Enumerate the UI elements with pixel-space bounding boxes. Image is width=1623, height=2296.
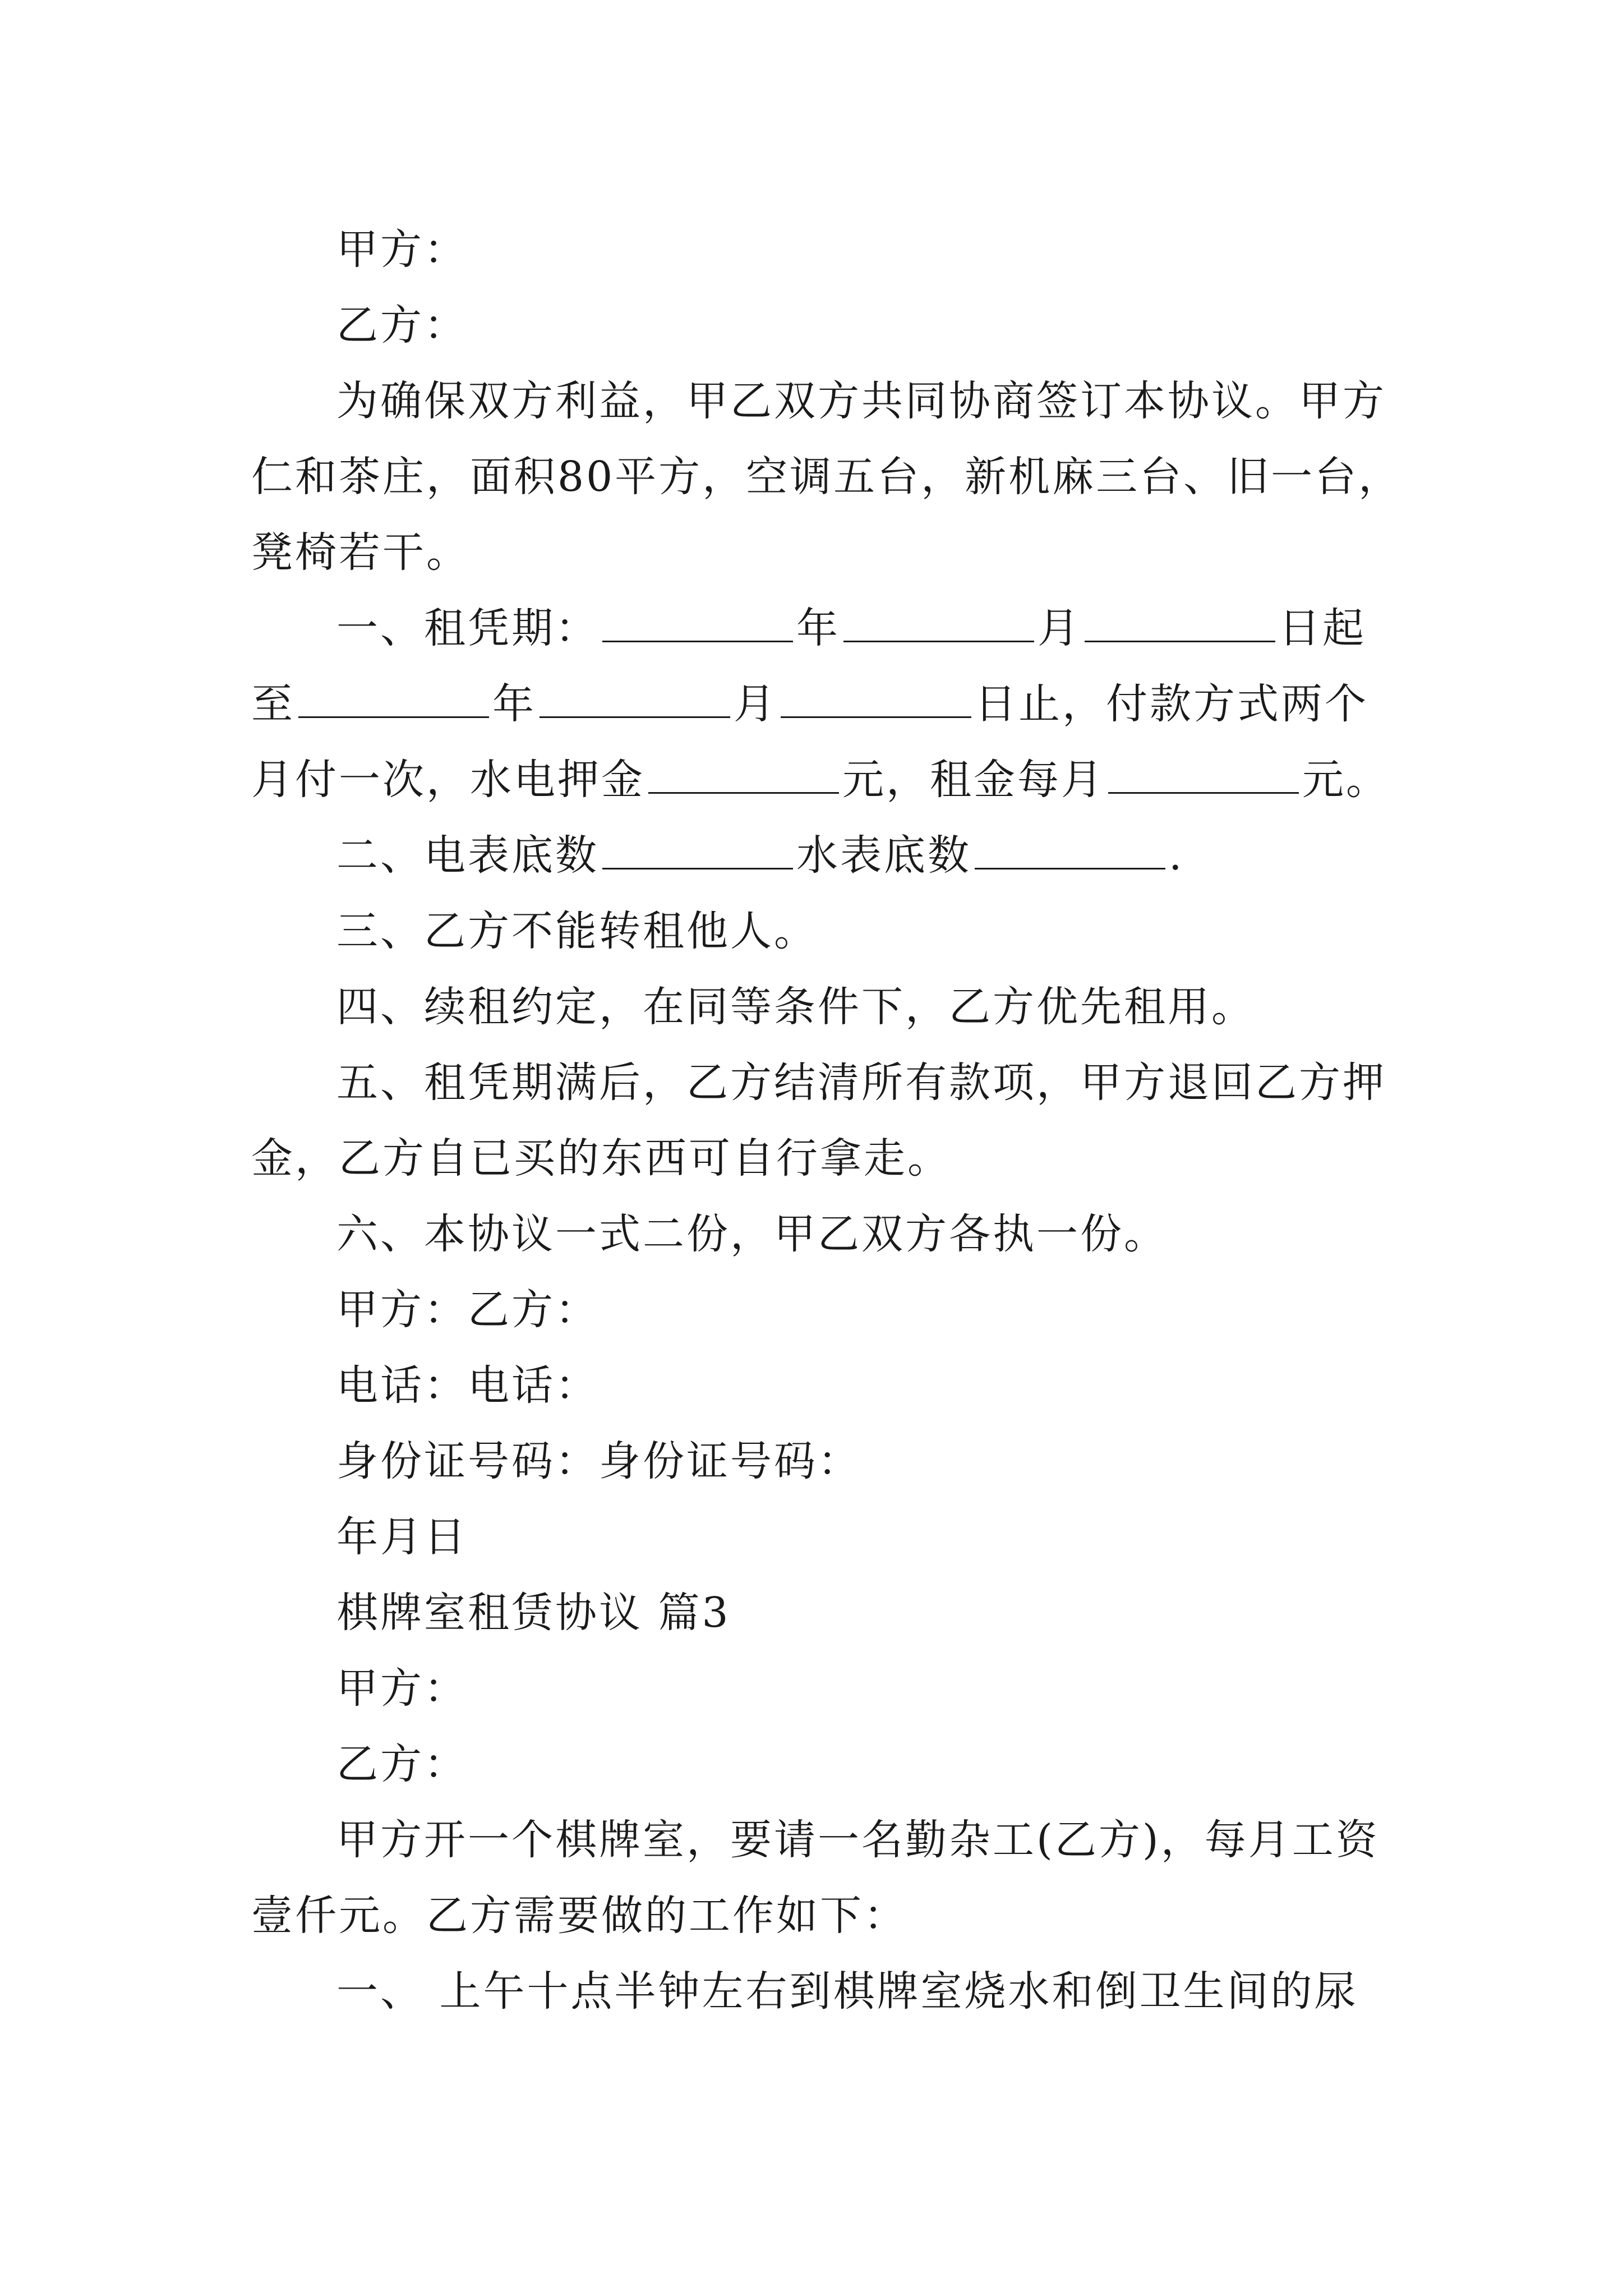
clause-6: 六、本协议一式二份，甲乙双方各执一份。 (336, 1210, 1168, 1258)
intro-paragraph-line: 壹仟元。乙方需要做的工作如下： (251, 1892, 907, 1940)
clause-1-line-2 (251, 666, 1390, 742)
clause-text: 二、电表底数 (336, 831, 599, 880)
intro-paragraph-line: 凳椅若干。 (251, 528, 470, 577)
fill-blank (1108, 758, 1299, 794)
work-item-1: 一、 上午十点半钟左右到棋牌室烧水和倒卫生间的尿 (336, 1967, 1358, 2016)
clause-text: 年 (492, 680, 536, 728)
clause-5-line-1: 五、租凭期满后，乙方结清所有款项，甲方退回乙方押 (336, 1059, 1386, 1107)
fill-blank (602, 834, 793, 869)
party-a-label: 甲方： (336, 226, 468, 274)
fill-blank (540, 683, 730, 718)
clause-text: 月 (1038, 604, 1081, 652)
document-body (251, 212, 1403, 2030)
fill-blank (648, 758, 839, 794)
fill-blank (975, 834, 1165, 869)
clause-4: 四、续租约定，在同等条件下，乙方优先租用。 (336, 983, 1255, 1031)
intro-paragraph-line: 甲方开一个棋牌室，要请一名勤杂工(乙方)，每月工资 (336, 1816, 1380, 1864)
clause-text: 月 (734, 680, 777, 728)
clause-text: 年 (796, 604, 840, 652)
signature-parties: 甲方：乙方： (336, 1286, 599, 1334)
fill-blank (843, 607, 1034, 642)
party-b-label: 乙方： (336, 301, 468, 349)
clause-text: 元。 (1302, 756, 1390, 804)
fill-blank (1085, 607, 1275, 642)
clause-1-line-1 (251, 591, 1390, 666)
section-title: 棋牌室租赁协议 篇3 (336, 1589, 731, 1637)
clause-text: 日起 (1279, 604, 1366, 652)
signature-date: 年月日 (336, 1513, 468, 1561)
signature-phone: 电话：电话： (336, 1361, 599, 1410)
party-a-label: 甲方： (336, 1664, 468, 1713)
clause-text: 日止，付款方式两个 (975, 680, 1368, 728)
signature-id-number: 身份证号码：身份证号码： (336, 1437, 861, 1485)
clause-text: 至 (251, 680, 295, 728)
clause-text: 元，租金每月 (842, 756, 1105, 804)
clause-text: 月付一次，水电押金 (251, 756, 645, 804)
clause-text: 水表底数 (796, 831, 971, 880)
clause-3: 三、乙方不能转租他人。 (336, 907, 818, 955)
clause-1-line-3 (251, 742, 1390, 818)
fill-blank (602, 607, 793, 642)
clause-text: 一、租凭期： (336, 604, 599, 652)
clause-text: . (1169, 831, 1184, 880)
party-b-label: 乙方： (336, 1740, 468, 1788)
fill-blank (298, 683, 489, 718)
intro-paragraph-line: 为确保双方利益，甲乙双方共同协商签订本协议。甲方 (336, 377, 1386, 425)
fill-blank (781, 683, 971, 718)
intro-paragraph-line: 仁和茶庄，面积80平方，空调五台，新机麻三台、旧一台， (251, 453, 1403, 501)
clause-2 (251, 818, 1390, 894)
clause-5-line-2: 金，乙方自已买的东西可自行拿走。 (251, 1134, 951, 1182)
